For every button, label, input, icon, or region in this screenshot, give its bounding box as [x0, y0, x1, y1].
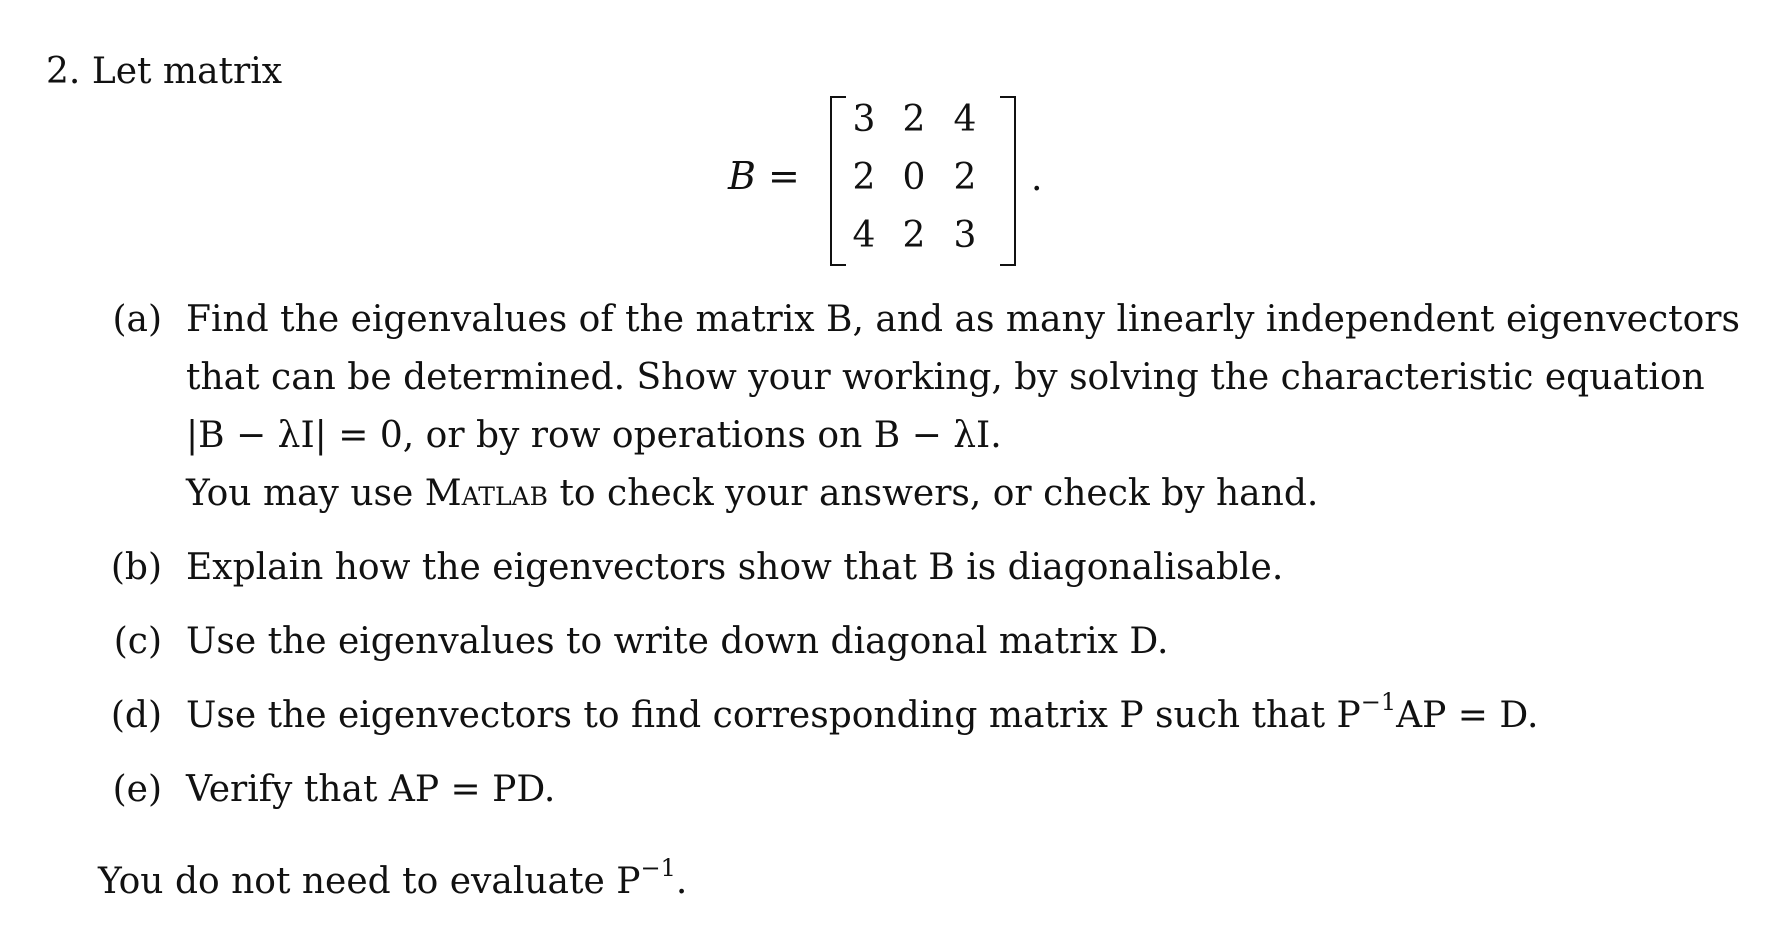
part-b-text: Explain how the eigenvectors show that B is diagonalisable. [186, 547, 1284, 588]
footer-note [98, 854, 688, 904]
problem-header [46, 50, 282, 94]
matrix-cell: 4 [953, 99, 977, 140]
part-e-text: Verify that AP = PD. [186, 769, 556, 810]
footer-text-pre: You do not need to evaluate P [98, 861, 641, 902]
matrix-lhs [728, 154, 800, 198]
part-a-line-2: that can be determined. Show your working, by solving the characteristic equation [186, 357, 1705, 398]
footer-superscript: −1 [640, 854, 676, 882]
footer-text-post: . [675, 861, 688, 902]
problem-number: 2. [46, 51, 81, 92]
matrix-cell: 2 [953, 157, 977, 198]
matrix-name: B [728, 154, 756, 198]
part-d-text-pre: Use the eigenvectors to find corresponding matrix P such that P [186, 695, 1361, 736]
matrix-equals: = [768, 154, 800, 198]
matrix-cell: 2 [852, 157, 876, 198]
part-d-superscript: −1 [1360, 688, 1397, 716]
matrix-terminator: . [1031, 158, 1043, 199]
matrix-cell: 2 [902, 99, 926, 140]
matrix-right-bracket [1000, 96, 1016, 266]
matlab-word: Matlab [424, 473, 548, 514]
part-a-line-4 [186, 472, 1318, 516]
matrix-cell: 2 [902, 215, 926, 256]
part-e-label: (e) [112, 769, 162, 810]
part-c-text: Use the eigenvalues to write down diagonal matrix D. [186, 621, 1169, 662]
part-a-line-4-pre: You may use [186, 473, 425, 514]
part-c-label: (c) [113, 621, 162, 662]
part-d-text [186, 688, 1539, 738]
matrix-cell: 4 [852, 215, 876, 256]
part-d-label: (d) [110, 695, 162, 736]
matrix-cell: 3 [953, 215, 977, 256]
matrix-cell: 0 [902, 157, 926, 198]
part-a-line-3: |B − λI| = 0, or by row operations on B − λI. [186, 415, 1002, 456]
part-b-label: (b) [110, 547, 162, 588]
part-a-label: (a) [112, 299, 162, 340]
problem-intro: Let matrix [91, 51, 283, 92]
part-a-line-4-post: to check your answers, or check by hand. [548, 473, 1319, 514]
part-d-text-post: AP = D. [1396, 695, 1539, 736]
part-a-line-1: Find the eigenvalues of the matrix B, and as many linearly independent eigenvectors [186, 299, 1740, 340]
matrix-cell: 3 [852, 99, 876, 140]
